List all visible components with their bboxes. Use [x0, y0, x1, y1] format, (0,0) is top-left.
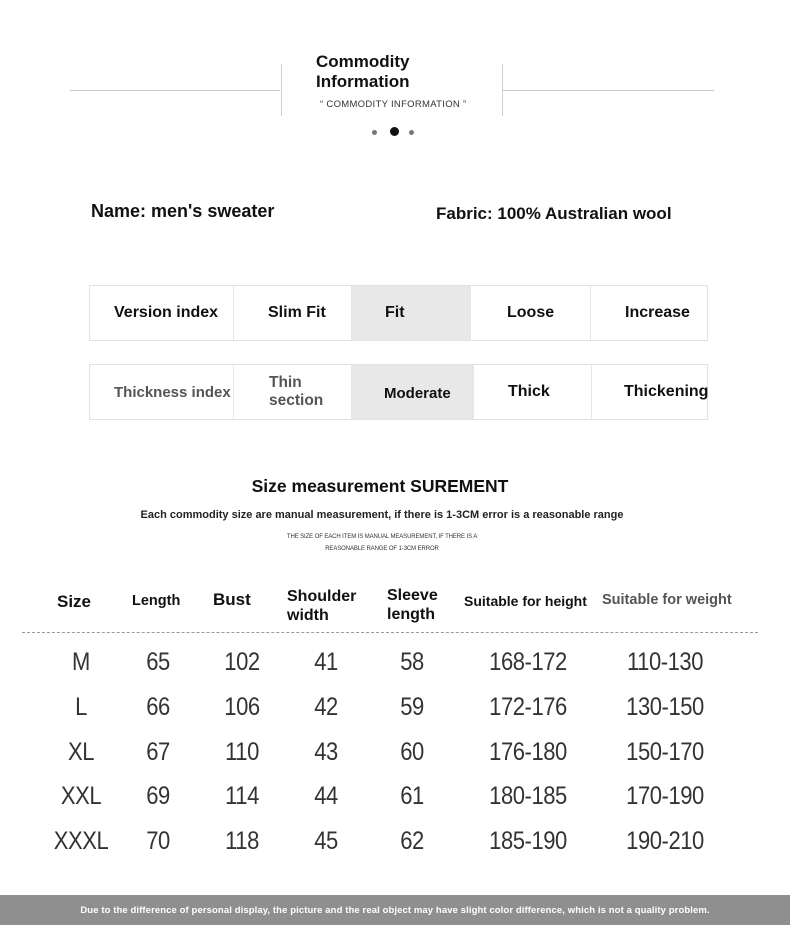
cell-suitable-weight: 110-130	[626, 648, 704, 676]
cell-suitable-weight: 150-170	[626, 738, 704, 766]
thickness-option-thickening	[592, 365, 707, 419]
version-option-increase	[591, 286, 707, 340]
cell-size: L	[75, 693, 87, 721]
cell-sleeve-length: 60	[400, 738, 424, 766]
cell-length: 65	[146, 648, 170, 676]
cell-length: 67	[146, 738, 170, 766]
version-index-label-text: Version index	[114, 304, 219, 321]
cell-bust: 114	[225, 782, 259, 810]
footer-disclaimer-bar	[0, 895, 790, 925]
cell-size: M	[72, 648, 90, 676]
cell-suitable-weight: 170-190	[626, 782, 704, 810]
table-header-divider	[22, 632, 758, 633]
thickness-index-label	[90, 365, 234, 419]
cell-size: XL	[67, 738, 95, 766]
cell-suitable-height: 168-172	[489, 648, 567, 676]
cell-suitable-height: 176-180	[489, 738, 567, 766]
version-option-text: Loose	[507, 304, 555, 321]
version-option-loose	[471, 286, 591, 340]
thickness-option-thick	[474, 365, 592, 419]
thin-line2: section	[269, 392, 324, 409]
size-section-title: Size measurement SUREMENT	[251, 476, 509, 496]
thickness-option-text: Thickening	[624, 383, 709, 400]
section-subtitle: “ COMMODITY INFORMATION ”	[320, 99, 467, 110]
col-header-suitable-weight: Suitable for weight	[602, 592, 732, 608]
cell-bust: 118	[225, 827, 259, 855]
section-title-line2: Information	[316, 72, 410, 91]
version-index-grid	[89, 285, 708, 341]
cell-size: XXXL	[53, 827, 109, 855]
cell-sleeve-length: 61	[400, 782, 424, 810]
cell-shoulder-width: 44	[314, 782, 338, 810]
thickness-index-grid	[89, 364, 708, 420]
cell-sleeve-length: 62	[400, 827, 424, 855]
pager-dot-3	[409, 130, 414, 135]
col-header-suitable-height: Suitable for height	[464, 593, 587, 609]
size-section-subtitle: Each commodity size are manual measurement, if there is 1-3CM error is a reasonable range	[140, 509, 624, 521]
header-bracket-left	[281, 64, 282, 116]
thickness-index-label-text: Thickness index	[114, 383, 231, 401]
pager-dot-2-active	[390, 127, 399, 136]
cell-shoulder-width: 42	[314, 693, 338, 721]
thickness-option-text: Thick	[508, 383, 550, 400]
cell-suitable-height: 180-185	[489, 782, 567, 810]
col-header-sleeve-line1: Sleeve	[387, 587, 438, 604]
col-header-sleeve-line2: length	[387, 606, 435, 623]
cell-bust: 106	[224, 693, 260, 721]
col-header-sleeve-length	[387, 586, 438, 624]
cell-shoulder-width: 41	[314, 648, 338, 676]
thickness-option-text: Moderate	[384, 384, 451, 402]
footer-disclaimer: Due to the difference of personal display, the picture and the real object may have slight color difference, which is not a quality problem.	[80, 904, 710, 916]
cell-sleeve-length: 59	[400, 693, 424, 721]
version-option-fit-selected	[352, 286, 471, 340]
thickness-option-moderate-selected	[352, 365, 474, 419]
cell-length: 66	[146, 693, 170, 721]
cell-suitable-height: 172-176	[489, 693, 567, 721]
cell-suitable-weight: 190-210	[626, 827, 704, 855]
version-option-text: Increase	[625, 304, 690, 321]
cell-size: XXL	[60, 782, 102, 810]
cell-sleeve-length: 58	[400, 648, 424, 676]
version-option-text: Slim Fit	[268, 304, 326, 321]
size-section-note-1: THE SIZE OF EACH ITEM IS MANUAL MEASUREMENT, IF THERE IS A	[286, 534, 478, 540]
cell-shoulder-width: 45	[314, 827, 338, 855]
cell-bust: 110	[225, 738, 259, 766]
size-section-note-2: REASONABLE RANGE OF 1-3CM ERROR	[325, 546, 439, 552]
cell-length: 70	[146, 827, 170, 855]
version-option-text: Fit	[385, 304, 405, 321]
col-header-bust: Bust	[213, 590, 251, 609]
col-header-shoulder-line2: width	[287, 607, 329, 624]
cell-length: 69	[146, 782, 170, 810]
thickness-option-text	[269, 374, 323, 410]
header-line-left	[70, 90, 280, 91]
header-line-right	[503, 90, 714, 91]
section-title-line1: Commodity	[316, 52, 410, 71]
thin-line1: Thin	[269, 374, 302, 391]
cell-suitable-weight: 130-150	[626, 693, 704, 721]
col-header-size: Size	[57, 592, 92, 611]
pager-dot-1	[372, 130, 377, 135]
cell-suitable-height: 185-190	[489, 827, 567, 855]
product-fabric: Fabric: 100% Australian wool	[436, 204, 672, 223]
col-header-shoulder-width	[287, 587, 356, 625]
version-option-slim-fit	[234, 286, 352, 340]
col-header-shoulder-line1: Shoulder	[287, 588, 357, 605]
thickness-option-thin-section	[234, 365, 352, 419]
col-header-length: Length	[132, 593, 181, 609]
cell-shoulder-width: 43	[314, 738, 338, 766]
version-index-label	[90, 286, 234, 340]
cell-bust: 102	[224, 648, 260, 676]
product-name: Name: men's sweater	[91, 201, 275, 221]
section-title	[316, 52, 410, 92]
